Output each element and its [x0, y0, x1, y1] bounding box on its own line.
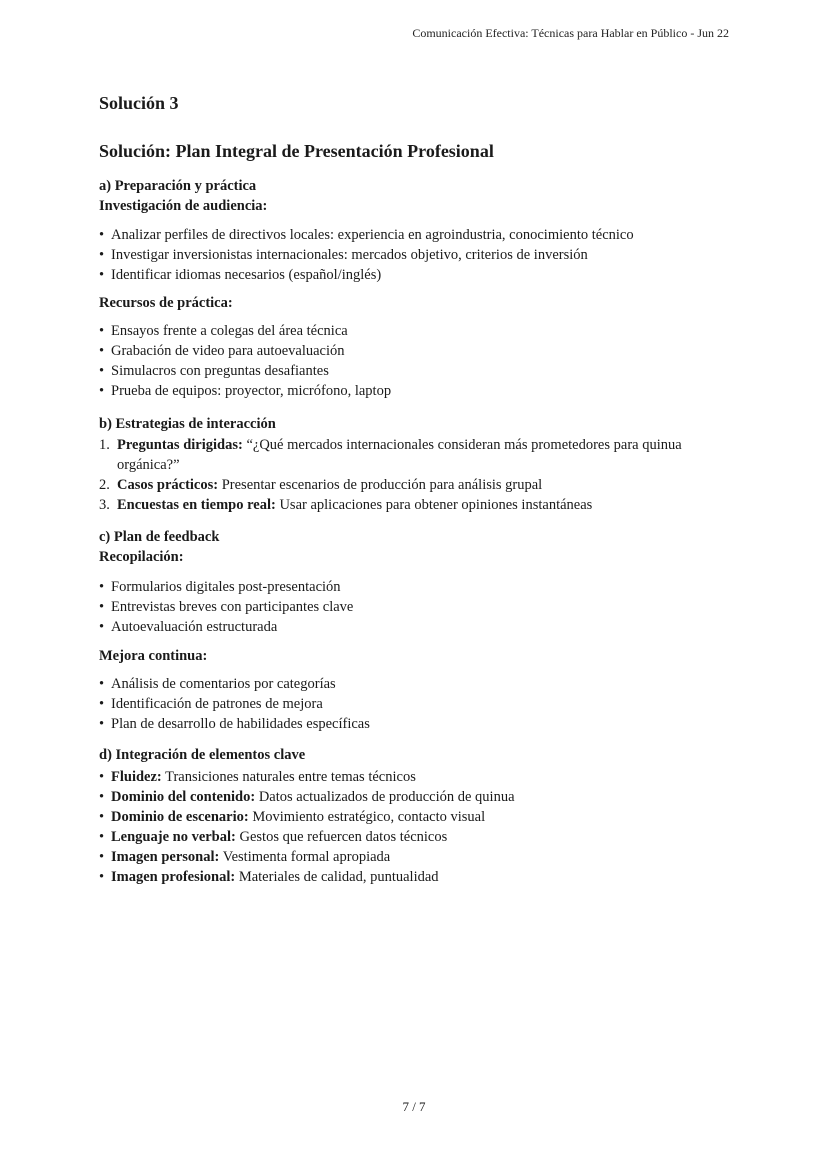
list-item: • Plan de desarrollo de habilidades específicas: [99, 714, 739, 734]
item-text: Usar aplicaciones para obtener opiniones instantáneas: [275, 497, 593, 513]
item-text: Presentar escenarios de producción para análisis grupal: [218, 477, 543, 493]
item-term: Imagen profesional:: [111, 869, 236, 885]
item-term: Fluidez:: [111, 769, 162, 785]
collection-list: [99, 577, 739, 637]
list-item: • Identificación de patrones de mejora: [99, 694, 739, 714]
item-term: Encuestas en tiempo real:: [117, 497, 276, 513]
item-term: Imagen personal:: [111, 849, 220, 865]
item-text: Transiciones naturales entre temas técnicos: [161, 769, 416, 785]
list-item: [99, 475, 739, 495]
part-d-heading: d) Integración de elementos clave: [99, 747, 306, 763]
item-text: “¿Qué mercados internacionales consideran más prometedores para quinua orgánica?”: [117, 437, 682, 473]
list-item: [99, 787, 739, 807]
list-item: • Analizar perfiles de directivos locales: experiencia en agroindustria, conocimiento técnico: [99, 225, 739, 245]
list-item: • Grabación de video para autoevaluación: [99, 341, 739, 361]
item-text: Materiales de calidad, puntualidad: [235, 869, 439, 885]
item-number: 1.: [99, 437, 110, 453]
list-item: [99, 807, 739, 827]
item-text: Gestos que refuercen datos técnicos: [235, 829, 448, 845]
list-item: • Investigar inversionistas internacionales: mercados objetivo, criterios de inversión: [99, 245, 739, 265]
list-item: • Formularios digitales post-presentación: [99, 577, 739, 597]
interaction-list: [99, 435, 739, 515]
list-item: • Autoevaluación estructurada: [99, 617, 739, 637]
list-item: • Entrevistas breves con participantes clave: [99, 597, 739, 617]
item-term: Lenguaje no verbal:: [111, 829, 236, 845]
research-list: [99, 225, 739, 285]
part-b-heading: b) Estrategias de interacción: [99, 416, 276, 432]
part-c-heading-block: [99, 527, 739, 567]
list-item: • Identificar idiomas necesarios (español/inglés): [99, 265, 739, 285]
list-item: • Prueba de equipos: proyector, micrófono, laptop: [99, 381, 739, 401]
item-term: Casos prácticos:: [117, 477, 219, 493]
item-term: Dominio de escenario:: [111, 809, 249, 825]
list-item: • Análisis de comentarios por categorías: [99, 674, 739, 694]
list-item: • Simulacros con preguntas desafiantes: [99, 361, 739, 381]
practice-list: [99, 321, 739, 401]
list-item: [99, 867, 739, 887]
item-text: Datos actualizados de producción de quinua: [255, 789, 515, 805]
integration-list: [99, 767, 739, 887]
item-term: Preguntas dirigidas:: [117, 437, 243, 453]
list-item: [99, 847, 739, 867]
list-item: • Ensayos frente a colegas del área técnica: [99, 321, 739, 341]
item-text: Movimiento estratégico, contacto visual: [248, 809, 486, 825]
part-a-heading: a) Preparación y práctica: [99, 178, 257, 194]
list-item: [99, 827, 739, 847]
running-header: Comunicación Efectiva: Técnicas para Hablar en Público - Jun 22: [412, 26, 729, 40]
document-title: Solución: Plan Integral de Presentación Profesional: [99, 141, 494, 161]
list-item: [99, 495, 739, 515]
item-number: 3.: [99, 497, 110, 513]
improvement-label: Mejora continua:: [99, 648, 208, 664]
page-number: 7 / 7: [402, 1099, 426, 1114]
item-number: 2.: [99, 477, 110, 493]
improvement-list: [99, 674, 739, 734]
practice-label: Recursos de práctica:: [99, 295, 233, 311]
part-a-heading-block: [99, 176, 739, 216]
part-c-heading: c) Plan de feedback: [99, 529, 220, 545]
item-term: Dominio del contenido:: [111, 789, 256, 805]
list-item: [99, 767, 739, 787]
section-heading: Solución 3: [99, 93, 179, 113]
list-item: [99, 435, 739, 475]
research-label: Investigación de audiencia:: [99, 198, 268, 214]
item-text: Vestimenta formal apropiada: [219, 849, 391, 865]
collection-label: Recopilación:: [99, 549, 184, 565]
